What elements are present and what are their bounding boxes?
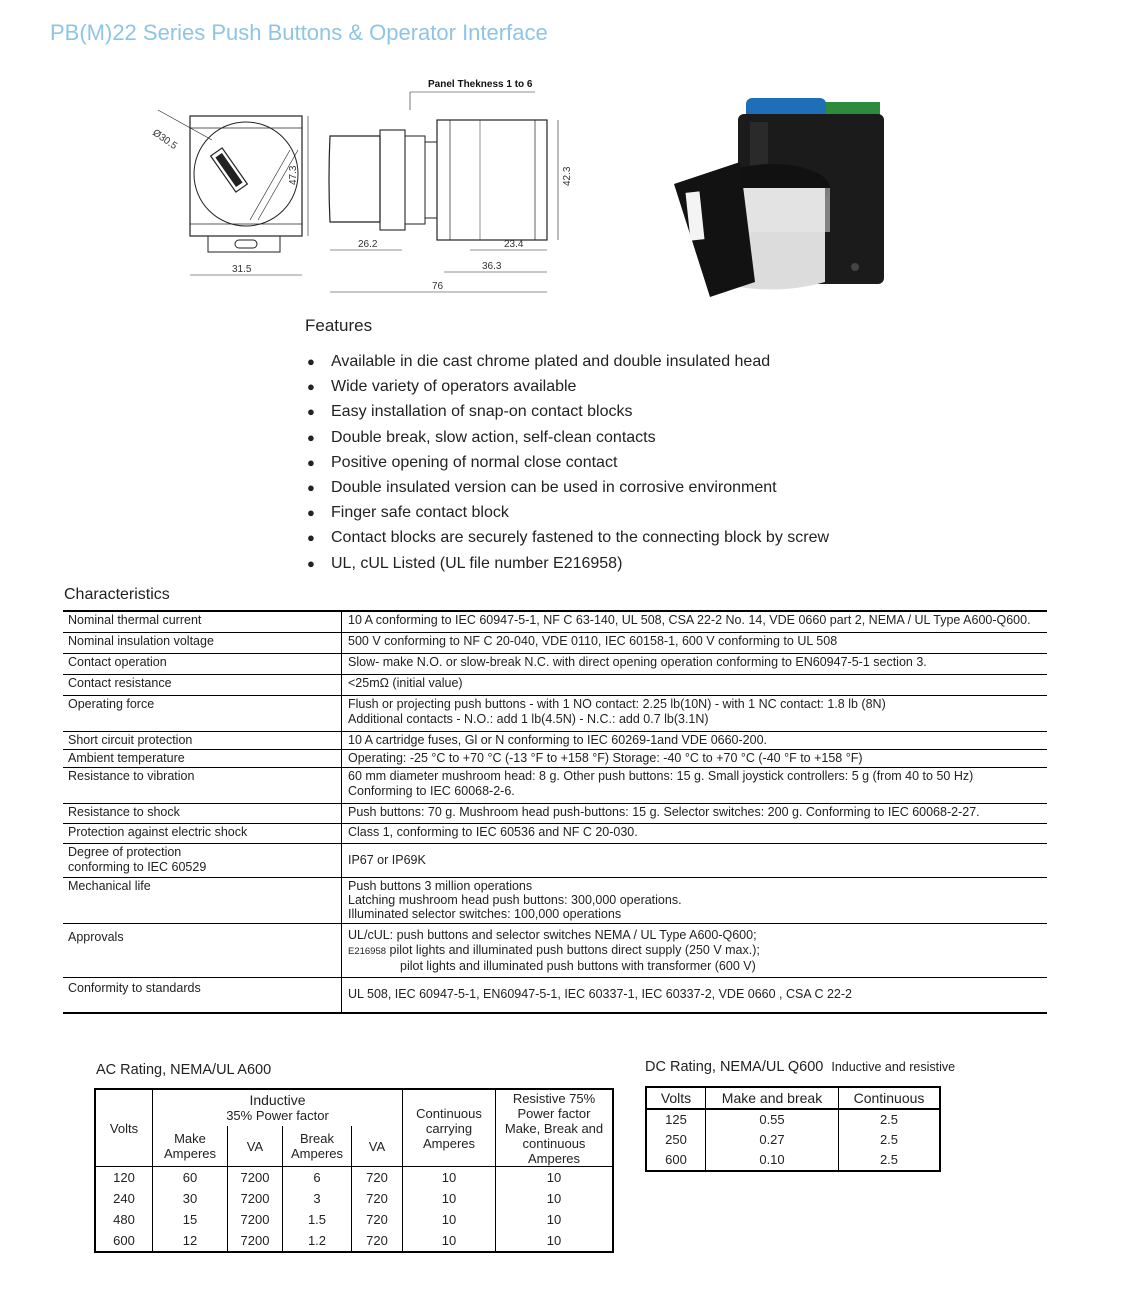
table-row [63,823,1047,843]
row-label: Resistance to vibration [63,767,342,803]
row-value: IP67 or IP69K [342,843,1048,877]
bullet-icon: ● [307,354,315,369]
table-row [63,731,1047,749]
feature-text: Wide variety of operators available [331,378,577,396]
row-label: Protection against electric shock [63,823,342,843]
ul-file-number: E216958 [348,945,387,957]
row-value: 10 A cartridge fuses, Gl or N conforming to IEC 60269-1and VDE 0660-200. [342,731,1048,749]
row-label: Contact operation [63,653,342,674]
dim-diameter: Ø30.5 [150,127,179,153]
table-row: 240 30 7200 3 720 10 10 [95,1188,613,1209]
dim-width-front: 31.5 [232,264,252,275]
feature-item [307,500,829,525]
table-row: 600 12 7200 1.2 720 10 10 [95,1230,613,1252]
product-photo [660,92,900,312]
bullet-icon: ● [307,379,315,395]
col-volts: Volts [95,1089,153,1167]
dc-rating-subtitle: Inductive and resistive [831,1060,956,1074]
dim-total-depth: 76 [432,281,444,292]
row-label: Approvals [63,923,342,977]
feature-item [307,374,829,399]
feature-item [307,551,829,576]
row-value: Push buttons 3 million operations Latching mushroom head push buttons: 300,000 operations. Illuminated selector switches: 100,000 operations [342,877,1048,923]
table-row [63,767,1047,803]
dim-block-depth: 23.4 [504,239,524,250]
bullet-icon: ● [307,404,315,420]
col-break: Break Amperes [283,1126,352,1167]
col-va: VA [228,1126,283,1167]
table-row [63,674,1047,695]
row-value: UL/cUL: push buttons and selector switches NEMA / UL Type A600-Q600; E216958 pilot lights and illuminated push buttons direct supply (250 V max.); pilot lights and illuminated push buttons with transformer (600 V) [342,923,1048,977]
panel-thickness-label: Panel Thekness 1 to 6 [428,79,533,90]
col-inductive: Inductive 35% Power factor [153,1089,403,1126]
table-row [63,611,1047,632]
table-header-row [95,1089,613,1126]
row-label: Short circuit protection [63,731,342,749]
col-make: Make Amperes [153,1126,228,1167]
ac-rating-table [94,1088,614,1253]
row-label: Ambient temperature [63,749,342,767]
feature-item [307,475,829,500]
feature-item [307,399,829,424]
feature-text: Contact blocks are securely fastened to the connecting block by screw [331,529,830,547]
table-row: 120 60 7200 6 720 10 10 [95,1167,613,1189]
table-row: 480 15 7200 1.5 720 10 10 [95,1209,613,1230]
dim-body-depth: 36.3 [482,261,502,272]
table-row: 125 0.55 2.5 [646,1109,940,1130]
row-label: Operating force [63,695,342,731]
table-row [63,632,1047,653]
table-row: 600 0.10 2.5 [646,1150,940,1171]
bullet-icon: ● [307,479,315,495]
row-value: Class 1, conforming to IEC 60536 and NF C 20-030. [342,823,1048,843]
row-label: Mechanical life [63,877,342,923]
dim-height-side: 42.3 [562,166,573,186]
page-title: PB(M)22 Series Push Buttons & Operator Interface [50,20,548,45]
row-label: Degree of protection conforming to IEC 60529 [63,843,342,877]
table-header-row: Volts Make and break Continuous [646,1087,940,1109]
row-value: 500 V conforming to NF C 20-040, VDE 0110, IEC 60158-1, 600 V conforming to UL 508 [342,632,1048,653]
characteristics-title: Characteristics [64,586,170,603]
dimension-drawing [140,70,590,300]
table-row [63,749,1047,767]
bullet-icon: ● [307,505,315,521]
row-value: <25mΩ (initial value) [342,674,1048,695]
row-value: Operating: -25 °C to +70 °C (-13 °F to +158 °F) Storage: -40 °C to +70 °C (-40 °F to +158 °F) [342,749,1048,767]
feature-text: UL, cUL Listed (UL file number E216958) [331,554,623,572]
table-row [63,695,1047,731]
table-row [63,877,1047,923]
row-value: 10 A conforming to IEC 60947-5-1, NF C 63-140, UL 508, CSA 22-2 No. 14, VDE 0660 part 2, NEMA / UL Type A600-Q600. [342,611,1048,632]
feature-text: Positive opening of normal close contact [331,453,618,471]
bullet-icon: ● [307,454,315,470]
col-resistive: Resistive 75% Power factor Make, Break and continuous Amperes [496,1089,614,1167]
feature-text: Double insulated version can be used in corrosive environment [331,478,777,496]
row-value: UL 508, IEC 60947-5-1, EN60947-5-1, IEC 60337-1, IEC 60337-2, VDE 0660 , CSA C 22-2 [342,977,1048,1013]
col-va: VA [352,1126,403,1167]
table-row: 250 0.27 2.5 [646,1130,940,1150]
bullet-icon: ● [307,429,315,445]
row-value: Slow- make N.O. or slow-break N.C. with direct opening operation conforming to EN60947-5-1 section 3. [342,653,1048,674]
row-label: Conformity to standards [63,977,342,1013]
bullet-icon: ● [307,530,315,546]
row-label: Nominal thermal current [63,611,342,632]
feature-item [307,525,829,550]
feature-text: Finger safe contact block [331,504,509,522]
row-label: Contact resistance [63,674,342,695]
characteristics-table [63,610,1047,1014]
dc-rating-table [645,1086,941,1172]
dim-head-depth: 26.2 [358,239,378,250]
row-value: Push buttons: 70 g. Mushroom head push-buttons: 15 g. Selector switches: 200 g. Conforming to IEC 60068-2-27. [342,803,1048,823]
table-row [63,843,1047,877]
row-label: Resistance to shock [63,803,342,823]
table-row [63,653,1047,674]
col-continuous: Continuous carrying Amperes [403,1089,496,1167]
features-list [307,349,829,576]
table-row [63,803,1047,823]
feature-text: Double break, slow action, self-clean contacts [331,428,656,446]
row-label: Nominal insulation voltage [63,632,342,653]
feature-item [307,425,829,450]
row-value: Flush or projecting push buttons - with 1 NO contact: 2.25 lb(10N) - with 1 NC contact: 1.8 lb (8N) Additional contacts - N.O.: add 1 lb(4.5N) - N.C.: add 0.7 lb(3.1N) [342,695,1048,731]
feature-text: Easy installation of snap-on contact blocks [331,403,633,421]
features-title: Features [305,316,373,335]
feature-item [307,349,829,374]
ac-rating-title: AC Rating, NEMA/UL A600 [96,1062,272,1078]
feature-text: Available in die cast chrome plated and double insulated head [331,353,771,370]
dc-rating-title: DC Rating, NEMA/UL Q600 Inductive and resistive [645,1059,956,1075]
dim-height-front: 47.3 [288,165,299,185]
row-value: 60 mm diameter mushroom head: 8 g. Other push buttons: 15 g. Small joystick controllers: 5 g (from 40 to 50 Hz) Conforming to IEC 60068-2-6. [342,767,1048,803]
table-row [63,977,1047,1013]
bullet-icon: ● [307,555,315,571]
feature-item [307,450,829,475]
table-row [63,923,1047,977]
